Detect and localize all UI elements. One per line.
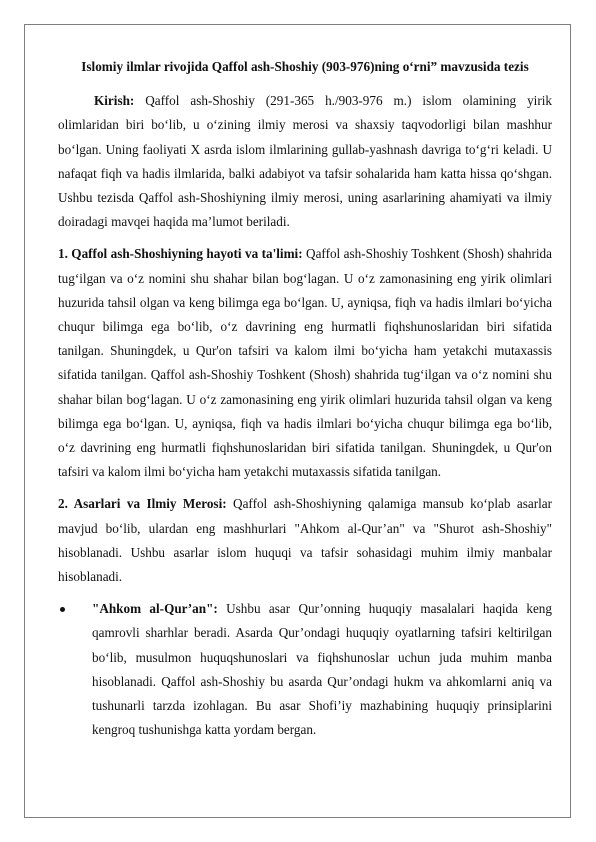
bullet-dot-icon [60, 607, 65, 612]
intro-paragraph [58, 89, 552, 234]
section-1-heading: 1. Qaffol ash-Shoshiyning hayoti va ta'limi: [58, 246, 303, 262]
section-2-text: Qaffol ash-Shoshiyning qalamiga mansub ko‘plab asarlar mavjud bo‘lib, ulardan eng mashhurlari "Ahkom al-Qur’an" va "Shurot ash-Shoshiy" hisoblanadi. Ushbu asarlar islom huquqi va tafsir sohasidagi muhim ilmiy manbalar hisoblanadi. [58, 496, 552, 585]
works-list [58, 597, 552, 742]
intro-text: Qaffol ash-Shoshiy (291-365 h./903-976 m.) islom olamining yirik olimlaridan biri bo‘lib, u o‘zining ilmiy merosi va shaxsiy taqvodorligi bilan mashhur bo‘lgan. Uning faoliyati X asrda islom ilmlarining gullab-yashnash davriga to‘g‘ri keladi. U nafaqat fiqh va hadis ilmlarida, balki adabiyot va tafsir sohalarida ham katta hissa qo‘shgan. Ushbu tezisda Qaffol ash-Shoshiyning ilmiy merosi, uning asarlarining ahamiyati va ilmiy doiradagi mavqei haqida ma’lumot beriladi. [58, 93, 552, 230]
section-1-text: Qaffol ash-Shoshiy Toshkent (Shosh) shahrida tug‘ilgan va o‘z nomini shu shahar bilan bog‘lagan. U o‘z zamonasining eng yirik olimlari huzurida tahsil olgan va keng bilimga ega bo‘lgan. U, ayniqsa, fiqh va hadis ilmlari bo‘yicha chuqur bilimga ega bo‘lib, o‘z davrining eng hurmatli fiqhshunoslaridan biri sifatida tanilgan. Shuningdek, u Qur'on tafsiri va kalom ilmi bo‘yicha ham yetakchi mutaxassis sifatida tanilgan. Qaffol ash-Shoshiy Toshkent (Shosh) shahrida tug‘ilgan va o‘z nomini shu shahar bilan bog‘lagan. U o‘z zamonasining eng yirik olimlari huzurida tahsil olgan va keng bilimga ega bo‘lgan. U, ayniqsa, fiqh va hadis ilmlari bo‘yicha chuqur bilimga ega bo‘lib, o‘z davrining eng hurmatli fiqhshunoslaridan biri sifatida tanilgan. Shuningdek, u Qur'on tafsiri va kalom ilmi bo‘yicha ham yetakchi mutaxassis sifatida tanilgan. [58, 246, 552, 480]
list-item-lead: "Ahkom al-Qur’an": [92, 601, 218, 617]
document-title: Islomiy ilmlar rivojida Qaffol ash-Shoshiy (903-976)ning o‘rni” mavzusida tezis [81, 59, 529, 74]
intro-lead: Kirish: [94, 93, 135, 109]
section-2-heading: 2. Asarlari va Ilmiy Merosi: [58, 496, 227, 512]
document-body [58, 55, 552, 742]
list-item-text: Ushbu asar Qur’onning huquqiy masalalari haqida keng qamrovli sharhlar beradi. Asarda Qur’ondagi huquqiy oyatlarning tafsiri keltirilgan bo‘lib, musulmon huquqshunoslari va fiqhshunoslar uchun juda muhim manba hisoblanadi. Qaffol ash-Shoshiy bu asarda Qur’ondagi hukm va ahkomlarni aniq va tushunarli tarzda izohlagan. Bu asar Shofi’iy mazhabining huquqiy prinsiplarini kengroq tushunishga katta yordam bergan. [92, 601, 552, 738]
section-1-paragraph [58, 242, 552, 484]
list-item [58, 597, 552, 742]
section-2-paragraph [58, 492, 552, 589]
